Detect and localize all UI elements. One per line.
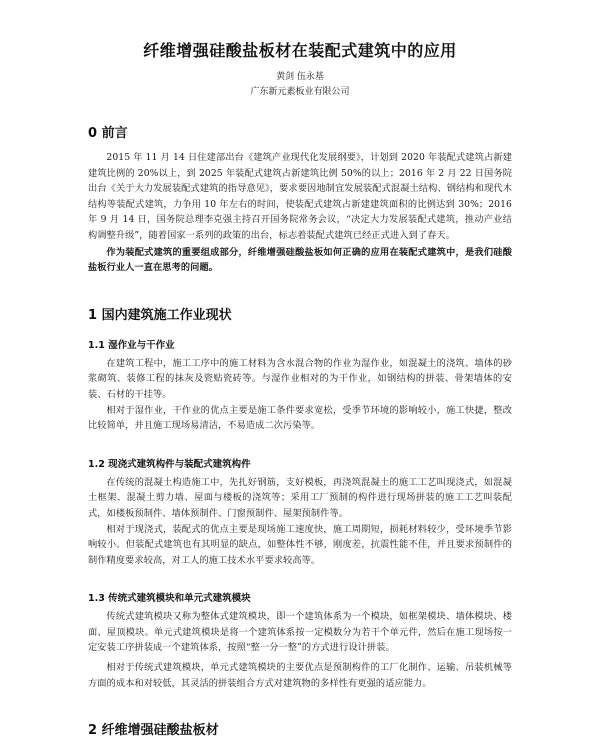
section-heading-intro: 0 前言: [88, 126, 128, 141]
subsection-heading-1-3: 1.3 传统式建筑模块和单元式建筑模块: [88, 593, 251, 605]
paper-authors: 黄剑 伍永基: [276, 72, 324, 82]
paper-title: 纤维增强硅酸盐板材在装配式建筑中的应用: [143, 41, 457, 60]
paragraph-1-3-b: 相对于传统式建筑模块，单元式建筑模块的主要优点是预制构件的工厂化制作、运输、吊装机械等方面的成本和对较低，其灵活的拼装组合方式对建筑物的多样性有更强的适应能力。: [88, 662, 512, 689]
paragraph-1-2-b: 相对于现浇式，装配式的优点主要是现场施工速度快，施工周期短，损耗材料较少，受环境季节影响较小。但装配式建筑也有其明显的缺点，如整体性不够，刚度差，抗震性能不佳，并且要求预制件的制作精度要求较高，对工人的施工技术水平要求较高等。: [88, 523, 512, 566]
paragraph-1-3-a: 传统式建筑模块又称为整体式建筑模块，即一个建筑体系为一个模块，如框架模块、墙体模块、楼面、屋顶模块。单元式建筑模块是将一个建筑体系按一定模数分为若干个单元件，然后在施工现场按一定安装工序拼装成一个建筑体系，按照“整一分一整”的方式进行设计拼装。: [88, 611, 512, 654]
section-heading-1: 1 国内建筑施工作业现状: [88, 307, 232, 323]
paragraph-1-2-a: 在传统的混凝土构造施工中，先扎好钢筋，支好模板，再浇筑混凝土的施工工艺叫现浇式，如混凝土框架、混凝土剪力墙、屋面与楼板的浇筑等；采用工厂预制的构件进行现场拼装的施工工艺叫装配式，如楼板预制件、墙体预制件、门窗预制件、屋架预制件等。: [88, 476, 512, 519]
paragraph-1-1-a: 在建筑工程中，施工工序中的施工材料为含水混合物的作业为湿作业，如混凝土的浇筑、墙体的砂浆砌筑、装修工程的抹灰及瓷贴瓷砖等。与湿作业相对的为干作业，如钢结构的拼装、骨架墙体的安装、石材的干挂等。: [88, 357, 512, 400]
intro-paragraph-2: 作为装配式建筑的重要组成部分，纤维增强硅酸盐板如何正确的应用在装配式建筑中，是我们硅酸盐板行业人一直在思考的问题。: [88, 246, 512, 274]
intro-paragraph-1: 2015 年 11 月 14 日住建部出台《建筑产业现代化发展纲要》，计划到 2020 年装配式建筑占新建建筑比例的 20%以上，到 2025 年装配式建筑占新建筑比例 50%的以上；2016 年 2 月 22 日国务院出台《关于大力发展装配式建筑的指导意见》，要求要因地制宜发展装配式混凝土结构、钢结构和现代木结构等装配式建筑，力争用 10 年左右的时间，使装配式建筑占新建建筑面积的比例达到 30%；2016 年 9 月 14 日，国务院总理李克强主持召开国务院常务会议，“决定大力发展装配式建筑，推动产业结构调整升级”，随着国家一系列的政策的出台，标志着装配式建筑已经正式进入到了春天。: [88, 152, 512, 241]
paragraph-1-1-b: 相对于湿作业，干作业的优点主要是施工条件要求宽松，受季节环境的影响较小，施工快捷，整改比较简单，并且施工现场易清洁，不易造成二次污染等。: [88, 404, 512, 432]
subsection-heading-1-1: 1.1 湿作业与干作业: [88, 339, 175, 351]
subsection-heading-1-2: 1.2 现浇式建筑构件与装配式建筑构件: [88, 458, 251, 470]
paper-affiliation: 广东新元素板业有限公司: [250, 87, 350, 97]
section-heading-2: 2 纤维增强硅酸盐板材: [88, 723, 219, 738]
